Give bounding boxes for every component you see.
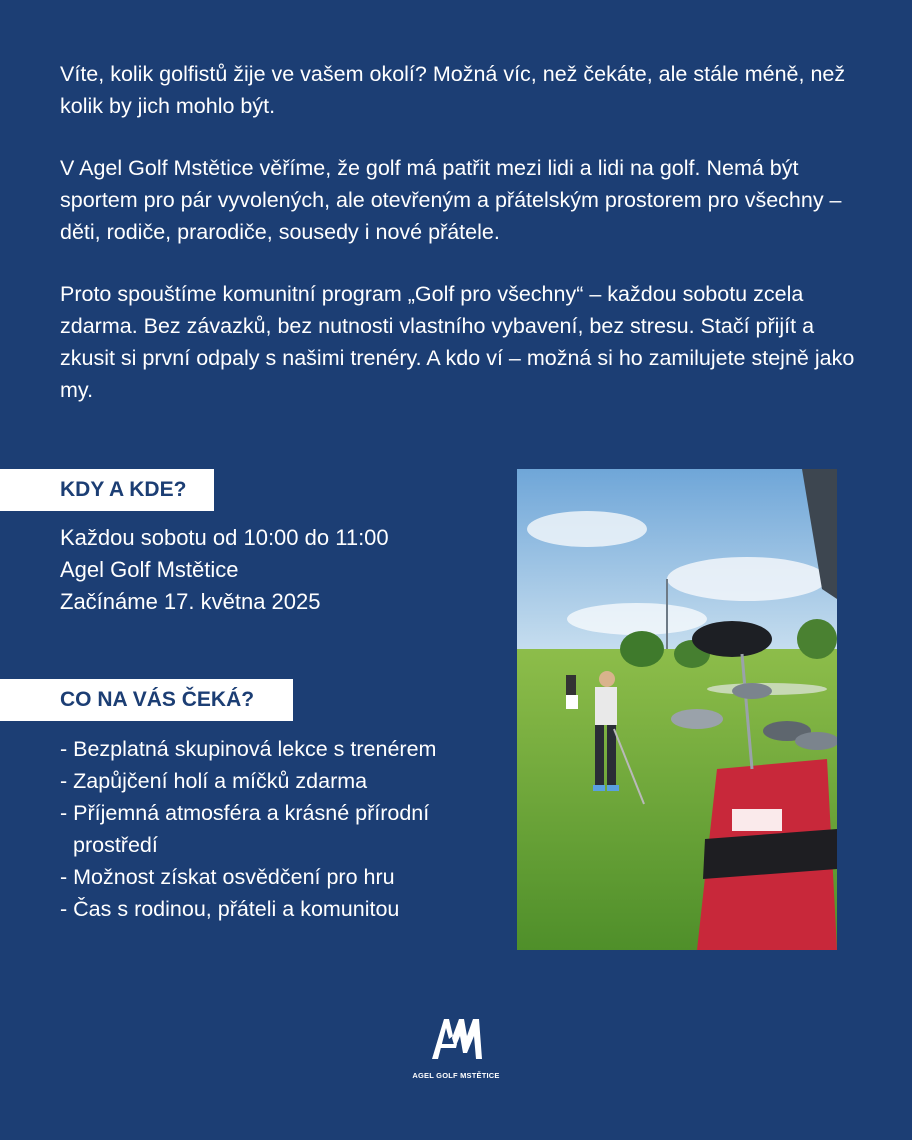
list-item: - Příjemná atmosféra a krásné přírodní prostředí — [60, 801, 430, 857]
agel-golf-logo — [406, 1016, 506, 1080]
intro-paragraph-2: V Agel Golf Mstětice věříme, že golf má patřit mezi lidi a lidi na golf. Nemá být sportem pro pár vyvolených, ale otevřeným a přátelským prostorem pro všechny – děti, rodiče, prarodiče, sousedy i nové přátele. — [60, 156, 842, 244]
logo-text: AGEL GOLF MSTĚTICE — [412, 1071, 500, 1080]
intro-text — [60, 58, 860, 436]
agel-golf-logo-icon — [429, 1016, 483, 1060]
golf-photo — [517, 469, 837, 950]
start-date-line: Začínáme 17. května 2025 — [60, 589, 321, 614]
when-where-heading: KDY A KDE? — [0, 469, 214, 511]
list-item: - Bezplatná skupinová lekce s trenérem — [60, 737, 437, 761]
list-item: - Zapůjčení holí a míčků zdarma — [60, 769, 368, 793]
intro-paragraph-3: Proto spouštíme komunitní program „Golf pro všechny“ – každou sobotu zcela zdarma. Bez závazků, bez nutnosti vlastního vybavení, bez stresu. Stačí přijít a zkusit si první odpaly s našimi trenéry. A kdo ví – možná si ho zamilujete stejně jako my. — [60, 282, 855, 402]
list-item: - Čas s rodinou, přáteli a komunitou — [60, 897, 400, 921]
benefits-list — [60, 733, 480, 925]
list-item: - Možnost získat osvědčení pro hru — [60, 865, 395, 889]
schedule-line: Každou sobotu od 10:00 do 11:00 — [60, 525, 389, 550]
intro-paragraph-1: Víte, kolik golfistů žije ve vašem okolí? Možná víc, než čekáte, ale stále méně, než kolik by jich mohlo být. — [60, 62, 846, 118]
when-where-details — [60, 522, 389, 618]
location-line: Agel Golf Mstětice — [60, 557, 239, 582]
what-awaits-heading: CO NA VÁS ČEKÁ? — [0, 679, 293, 721]
